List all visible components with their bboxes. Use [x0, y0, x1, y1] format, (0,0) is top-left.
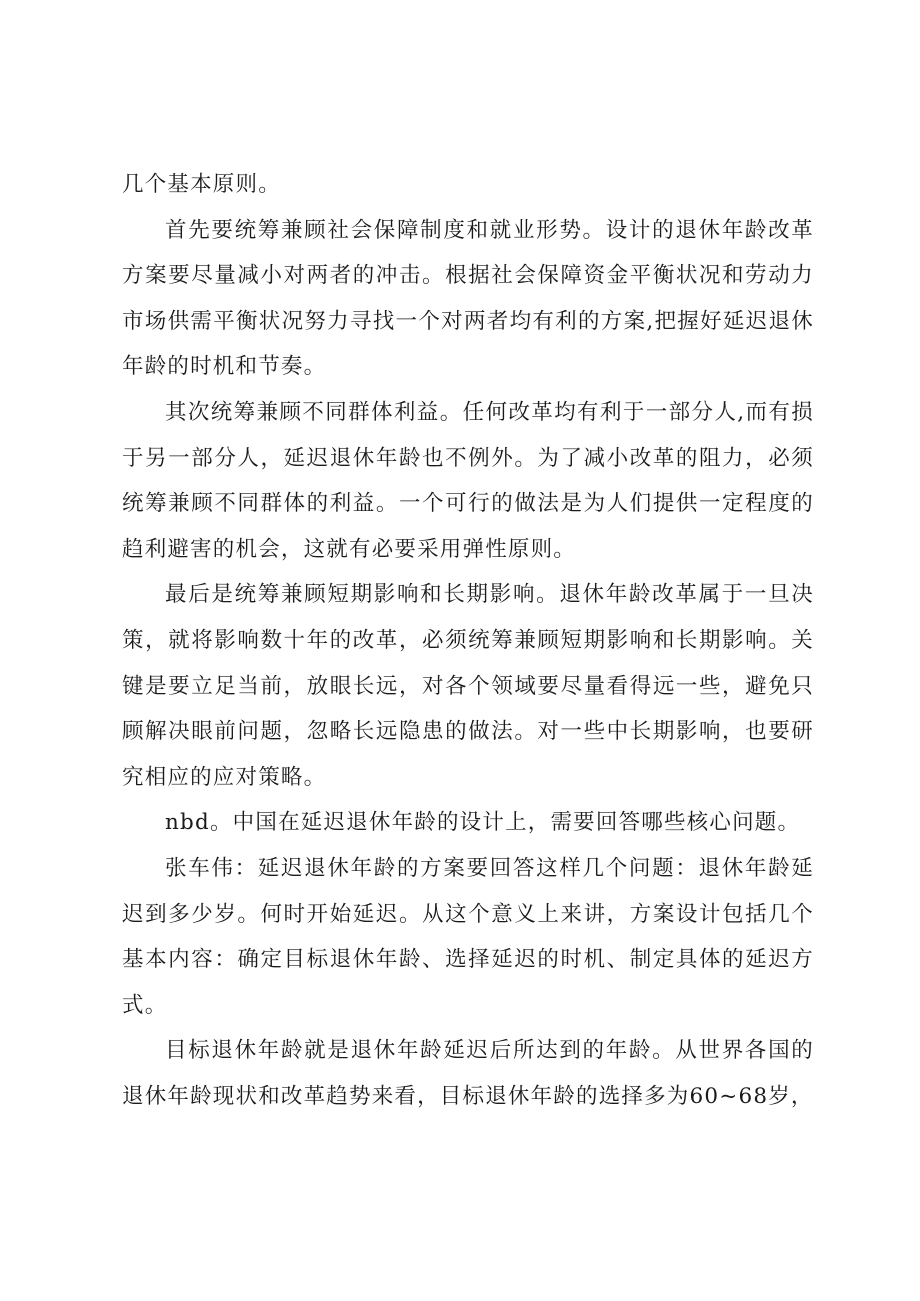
- paragraph-question: nbd。中国在延迟退休年龄的设计上，需要回答哪些核心问题。: [165, 810, 801, 836]
- paragraph-group-interests: 其次统筹兼顾不同群体利益。任何改革均有利于一部分人,而有损于另一部分人，延迟退休年龄也不例外。为了减小改革的阻力，必须统筹兼顾不同群体的利益。一个可行的做法是为人们提供一定程度的趋利避害的机会，这就有必要采用弹性原则。: [122, 399, 814, 562]
- paragraph-continuation: 几个基本原则。: [122, 172, 281, 197]
- paragraph-target-age: 目标退休年龄就是退休年龄延迟后所达到的年龄。从世界各国的退休年龄现状和改革趋势来看，目标退休年龄的选择多为60~68岁，: [122, 1038, 814, 1109]
- paragraph-social-security: 首先要统筹兼顾社会保障制度和就业形势。设计的退休年龄改革方案要尽量减小对两者的冲击。根据社会保障资金平衡状况和劳动力市场供需平衡状况努力寻找一个对两者均有利的方案,把握好延迟退休年龄的时机和节奏。: [122, 217, 814, 380]
- document-page: [122, 162, 814, 1119]
- paragraph-short-long-term: 最后是统筹兼顾短期影响和长期影响。退休年龄改革属于一旦决策，就将影响数十年的改革，必须统筹兼顾短期影响和长期影响。关键是要立足当前，放眼长远，对各个领域要尽量看得远一些，避免只顾解决眼前问题，忽略长远隐患的做法。对一些中长期影响，也要研究相应的应对策略。: [122, 582, 814, 790]
- paragraph-answer: 张车伟：延迟退休年龄的方案要回答这样几个问题：退休年龄延迟到多少岁。何时开始延迟。从这个意义上来讲，方案设计包括几个基本内容：确定目标退休年龄、选择延迟的时机、制定具体的延迟方式。: [122, 855, 814, 1018]
